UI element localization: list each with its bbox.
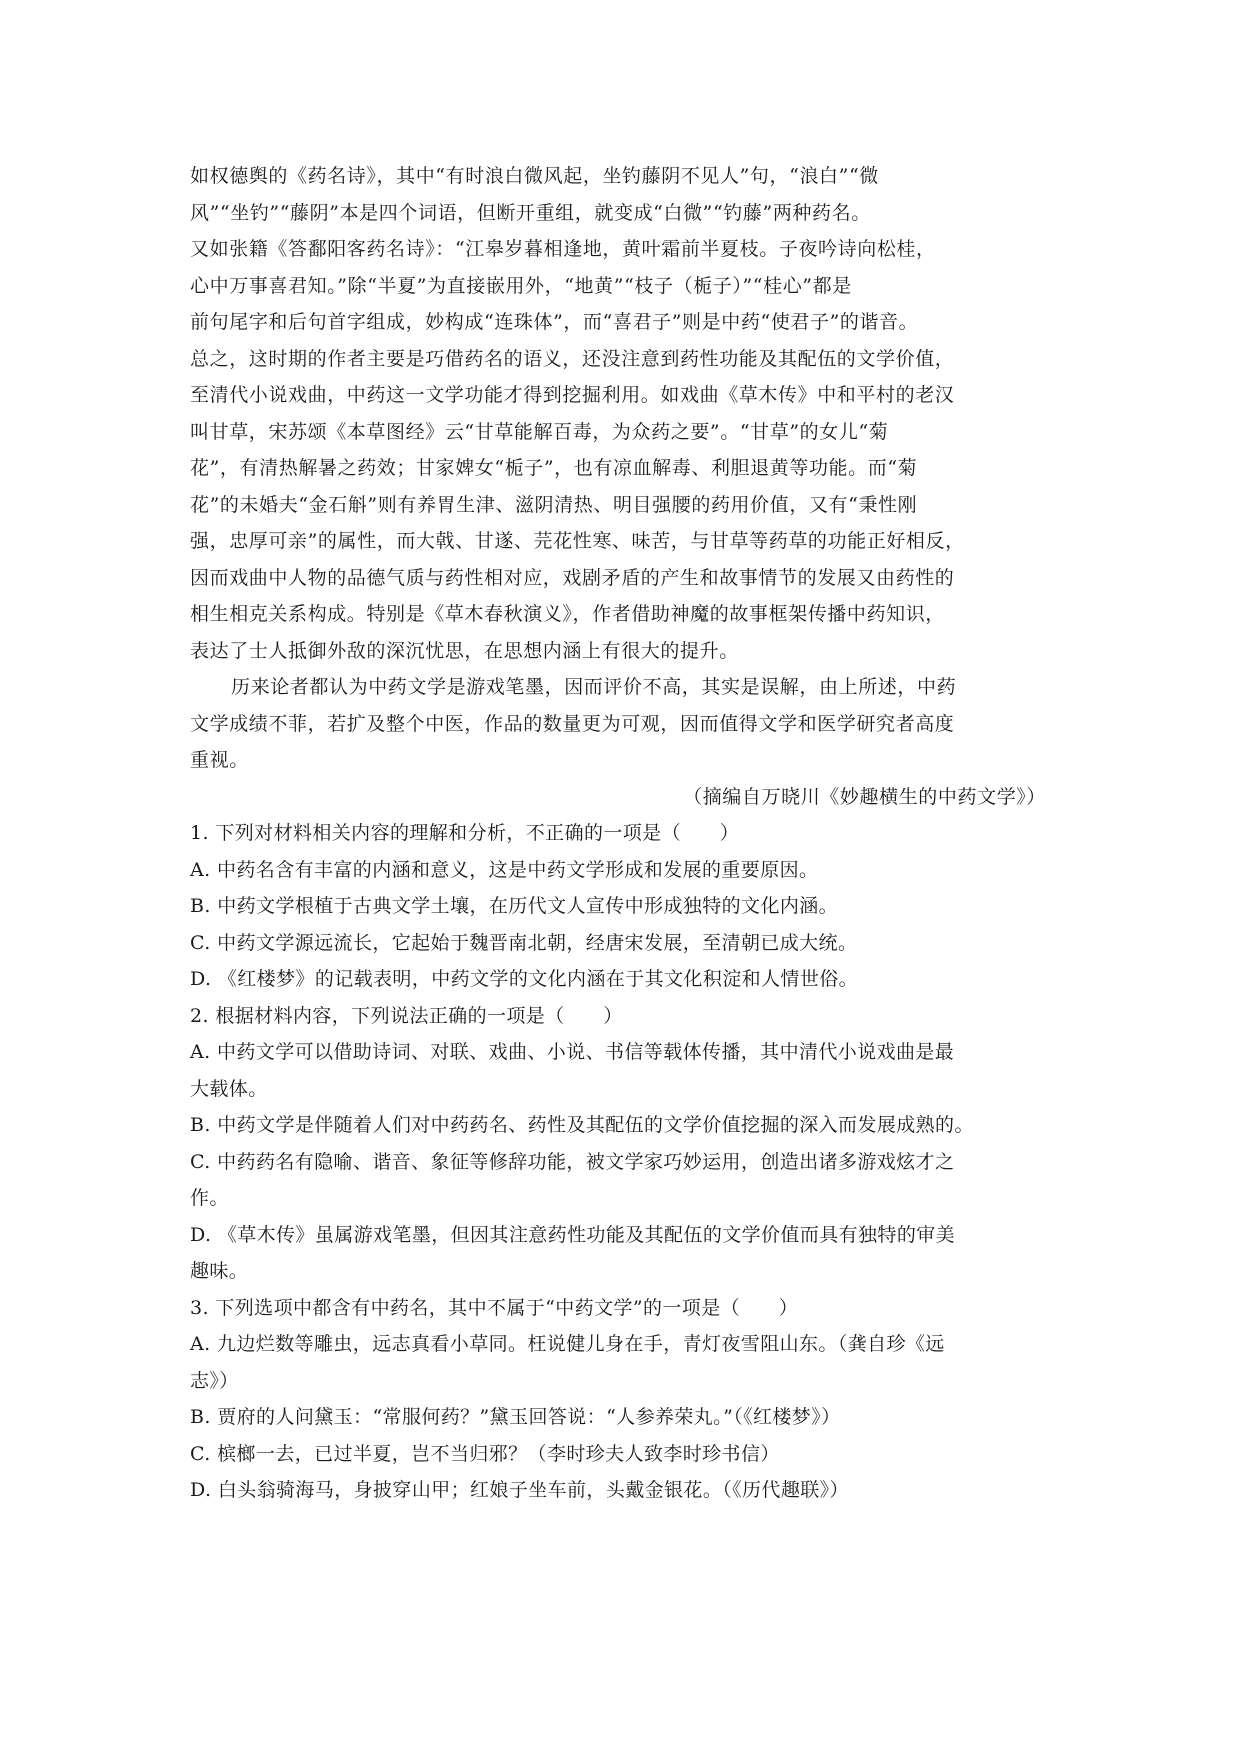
option-d: D. 《红楼梦》的记载表明，中药文学的文化内涵在于其文化积淀和人情世俗。 bbox=[190, 968, 859, 990]
option-a-continued: 志》） bbox=[190, 1369, 239, 1392]
text-line: 至清代小说戏曲，中药这一文学功能才得到挖掘利用。如戏曲《草木传》中和平村的老汉 bbox=[190, 384, 955, 406]
option-d: D. 白头翁骑海马，身披穿山甲；红娘子坐车前，头戴金银花。（《历代趣联》） bbox=[190, 1479, 849, 1501]
text-line: 重视。 bbox=[190, 749, 249, 771]
text-line: 总之，这时期的作者主要是巧借药名的语义，还没注意到药性功能及其配伍的文学价值， bbox=[190, 347, 955, 370]
document-content bbox=[190, 158, 1050, 1509]
text-line: 花”，有清热解暑之药效；甘家婢女“栀子”，也有凉血解毒、利胆退黄等功能。而“菊 bbox=[190, 457, 918, 479]
text-line: 叫甘草，宋苏颂《本草图经》云“甘草能解百毒，为众药之要”。“甘草”的女儿“菊 bbox=[190, 420, 889, 443]
question-stem: 2. 根据材料内容，下列说法正确的一项是（ ） bbox=[190, 1004, 623, 1027]
passage-paragraph-1 bbox=[190, 158, 1050, 669]
passage-paragraph-2 bbox=[190, 669, 1050, 779]
option-d-continued: 趣味。 bbox=[190, 1260, 249, 1282]
option-a: A. 中药名含有丰富的内涵和意义，这是中药文学形成和发展的重要原因。 bbox=[190, 858, 819, 881]
question-1 bbox=[190, 815, 1050, 998]
question-2 bbox=[190, 998, 1050, 1290]
text-line: 因而戏曲中人物的品德气质与药性相对应，戏剧矛盾的产生和故事情节的发展又由药性的 bbox=[190, 566, 955, 589]
text-line: 花”的未婚夫“金石斛”则有养胃生津、滋阴清热、明目强腰的药用价值，又有“秉性刚 bbox=[190, 493, 918, 516]
option-b: B. 中药文学根植于古典文学土壤，在历代文人宣传中形成独特的文化内涵。 bbox=[190, 895, 839, 917]
question-stem: 3. 下列选项中都含有中药名，其中不属于“中药文学”的一项是（ ） bbox=[190, 1296, 799, 1319]
text-line: 又如张籍《答鄱阳客药名诗》：“江皋岁暮相逢地，黄叶霜前半夏枝。子夜吟诗向松桂， bbox=[190, 238, 936, 260]
option-c: C. 中药药名有隐喻、谐音、象征等修辞功能，被文学家巧妙运用，创造出诸多游戏炫才之 bbox=[190, 1150, 955, 1173]
option-c: C. 中药文学源远流长，它起始于魏晋南北朝，经唐宋发展，至清朝已成大统。 bbox=[190, 931, 858, 954]
text-line: 相生相克关系构成。特别是《草木春秋演义》，作者借助神魔的故事框架传播中药知识， bbox=[190, 603, 945, 625]
option-d: D. 《草木传》虽属游戏笔墨，但因其注意药性功能及其配伍的文学价值而具有独特的审美 bbox=[190, 1223, 956, 1246]
option-b: B. 中药文学是伴随着人们对中药药名、药性及其配伍的文学价值挖掘的深入而发展成熟的。 bbox=[190, 1114, 974, 1136]
question-stem: 1. 下列对材料相关内容的理解和分析，不正确的一项是（ ） bbox=[190, 822, 740, 844]
passage-source: （摘编自万晓川《妙趣横生的中药文学》） bbox=[683, 785, 1046, 808]
text-line: 心中万事喜君知。”除“半夏”为直接嵌用外，“地黄”“枝子（栀子）”“桂心”都是 bbox=[190, 274, 852, 297]
option-c: C. 槟榔一去，已过半夏，岂不当归邪？（李时珍夫人致李时珍书信） bbox=[190, 1442, 780, 1465]
option-a-continued: 大载体。 bbox=[190, 1077, 268, 1100]
text-line: 前句尾字和后句首字组成，妙构成“连珠体”，而“喜君子”则是中药“使君子”的谐音。 bbox=[190, 311, 919, 333]
text-line: 历来论者都认为中药文学是游戏笔墨，因而评价不高，其实是误解，由上所述，中药 bbox=[231, 676, 957, 698]
text-line: 强，忠厚可亲”的属性，而大戟、甘遂、芫花性寒、味苦，与甘草等药草的功能正好相反， bbox=[190, 530, 965, 552]
option-b: B. 贾府的人问黛玉：“常服何药？”黛玉回答说：“人参养荣丸。”（《红楼梦》） bbox=[190, 1406, 841, 1428]
text-line: 文学成绩不菲，若扩及整个中医，作品的数量更为可观，因而值得文学和医学研究者高度 bbox=[190, 712, 955, 735]
question-3 bbox=[190, 1290, 1050, 1509]
option-a: A. 中药文学可以借助诗词、对联、戏曲、小说、书信等载体传播，其中清代小说戏曲是最 bbox=[190, 1041, 955, 1063]
text-line: 风”“坐钓”“藤阴”本是四个词语，但断开重组，就变成“白微”“钓藤”两种药名。 bbox=[190, 201, 871, 224]
text-line: 表达了士人抵御外敌的深沉忧思，在思想内涵上有很大的提升。 bbox=[190, 639, 739, 662]
text-line: 如权德舆的《药名诗》，其中“有时浪白微风起，坐钓藤阴不见人”句，“浪白”“微 bbox=[190, 165, 879, 187]
option-c-continued: 作。 bbox=[190, 1187, 229, 1209]
option-a: A. 九边烂数等雕虫，远志真看小草同。枉说健儿身在手，青灯夜雪阻山东。（龚自珍《远 bbox=[190, 1333, 945, 1355]
